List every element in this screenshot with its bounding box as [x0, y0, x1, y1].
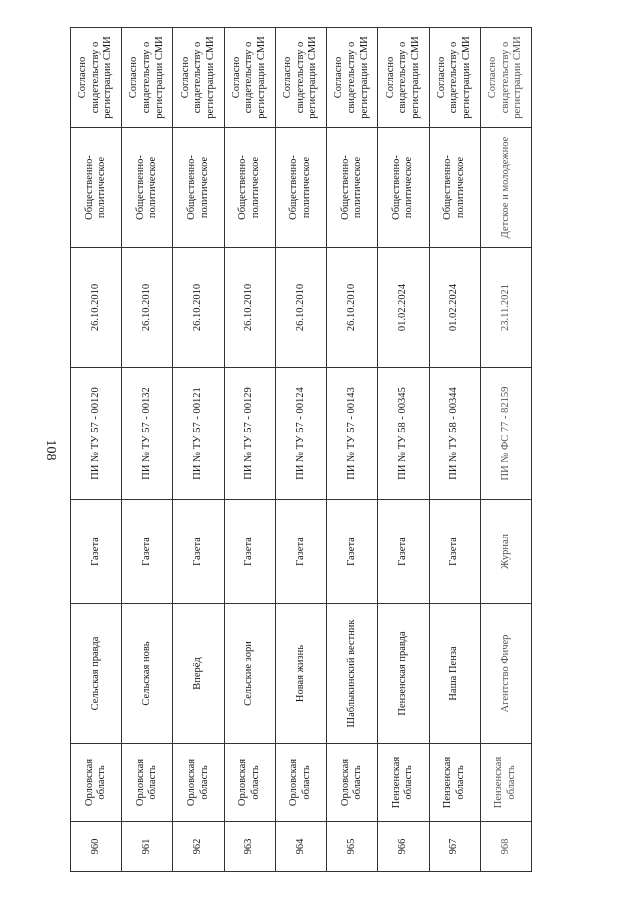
cell-topic: Общественно-политическое — [122, 128, 173, 248]
cell-basis: Согласно свидетельству о регистрации СМИ — [173, 28, 224, 128]
cell-date: 26.10.2010 — [327, 248, 378, 368]
cell-basis: Согласно свидетельству о регистрации СМИ — [327, 28, 378, 128]
cell-number: 968 — [480, 822, 531, 872]
cell-registration: ПИ № ТУ 57 - 00132 — [122, 368, 173, 500]
cell-region: Орловская область — [327, 744, 378, 822]
table-row — [173, 28, 224, 872]
table-row — [327, 28, 378, 872]
cell-registration: ПИ № ТУ 57 - 00121 — [173, 368, 224, 500]
cell-date: 26.10.2010 — [122, 248, 173, 368]
cell-title: Пензенская правда — [378, 604, 429, 744]
table-row — [378, 28, 429, 872]
table-row — [480, 28, 531, 872]
cell-basis: Согласно свидетельству о регистрации СМИ — [480, 28, 531, 128]
cell-basis: Согласно свидетельству о регистрации СМИ — [71, 28, 122, 128]
cell-type: Газета — [173, 500, 224, 604]
cell-region: Орловская область — [71, 744, 122, 822]
table-row — [71, 28, 122, 872]
cell-number: 961 — [122, 822, 173, 872]
cell-basis: Согласно свидетельству о регистрации СМИ — [224, 28, 275, 128]
cell-region: Пензенская область — [429, 744, 480, 822]
cell-region: Орловская область — [224, 744, 275, 822]
cell-number: 963 — [224, 822, 275, 872]
cell-topic: Общественно-политическое — [429, 128, 480, 248]
cell-number: 962 — [173, 822, 224, 872]
cell-title: Новая жизнь — [275, 604, 326, 744]
cell-title: Агентство Фичер — [480, 604, 531, 744]
cell-basis: Согласно свидетельству о регистрации СМИ — [275, 28, 326, 128]
cell-registration: ПИ № ТУ 57 - 00120 — [71, 368, 122, 500]
cell-type: Газета — [224, 500, 275, 604]
cell-topic: Общественно-политическое — [71, 128, 122, 248]
cell-basis: Согласно свидетельству о регистрации СМИ — [378, 28, 429, 128]
registry-table — [70, 27, 532, 872]
cell-topic: Детское и молодежное — [480, 128, 531, 248]
table-row — [122, 28, 173, 872]
cell-region: Пензенская область — [480, 744, 531, 822]
cell-type: Газета — [327, 500, 378, 604]
cell-registration: ПИ № ТУ 57 - 00124 — [275, 368, 326, 500]
cell-date: 26.10.2010 — [71, 248, 122, 368]
cell-type: Газета — [122, 500, 173, 604]
cell-date: 01.02.2024 — [429, 248, 480, 368]
cell-region: Орловская область — [275, 744, 326, 822]
cell-region: Орловская область — [173, 744, 224, 822]
cell-type: Газета — [429, 500, 480, 604]
cell-number: 965 — [327, 822, 378, 872]
cell-topic: Общественно-политическое — [327, 128, 378, 248]
cell-topic: Общественно-политическое — [224, 128, 275, 248]
cell-topic: Общественно-политическое — [173, 128, 224, 248]
cell-registration: ПИ № ТУ 58 - 00344 — [429, 368, 480, 500]
cell-number: 967 — [429, 822, 480, 872]
cell-type: Журнал — [480, 500, 531, 604]
cell-date: 26.10.2010 — [224, 248, 275, 368]
cell-date: 01.02.2024 — [378, 248, 429, 368]
cell-type: Газета — [275, 500, 326, 604]
cell-date: 23.11.2021 — [480, 248, 531, 368]
cell-region: Пензенская область — [378, 744, 429, 822]
cell-title: Сельская новь — [122, 604, 173, 744]
cell-topic: Общественно-политическое — [378, 128, 429, 248]
cell-type: Газета — [71, 500, 122, 604]
table-row — [224, 28, 275, 872]
cell-registration: ПИ № ТУ 57 - 00129 — [224, 368, 275, 500]
cell-title: Вперёд — [173, 604, 224, 744]
cell-title: Сельская правда — [71, 604, 122, 744]
cell-basis: Согласно свидетельству о регистрации СМИ — [122, 28, 173, 128]
cell-registration: ПИ № ФС 77 - 82159 — [480, 368, 531, 500]
page-number: 108 — [43, 439, 58, 461]
cell-type: Газета — [378, 500, 429, 604]
registry-table-frame — [70, 28, 532, 872]
cell-date: 26.10.2010 — [275, 248, 326, 368]
cell-region: Орловская область — [122, 744, 173, 822]
cell-basis: Согласно свидетельству о регистрации СМИ — [429, 28, 480, 128]
table-row — [429, 28, 480, 872]
cell-registration: ПИ № ТУ 58 - 00345 — [378, 368, 429, 500]
cell-title: Наша Пенза — [429, 604, 480, 744]
cell-number: 960 — [71, 822, 122, 872]
cell-registration: ПИ № ТУ 57 - 00143 — [327, 368, 378, 500]
cell-title: Шаблыкинский вестник — [327, 604, 378, 744]
cell-topic: Общественно-политическое — [275, 128, 326, 248]
cell-number: 966 — [378, 822, 429, 872]
cell-number: 964 — [275, 822, 326, 872]
cell-title: Сельские зори — [224, 604, 275, 744]
cell-date: 26.10.2010 — [173, 248, 224, 368]
table-row — [275, 28, 326, 872]
